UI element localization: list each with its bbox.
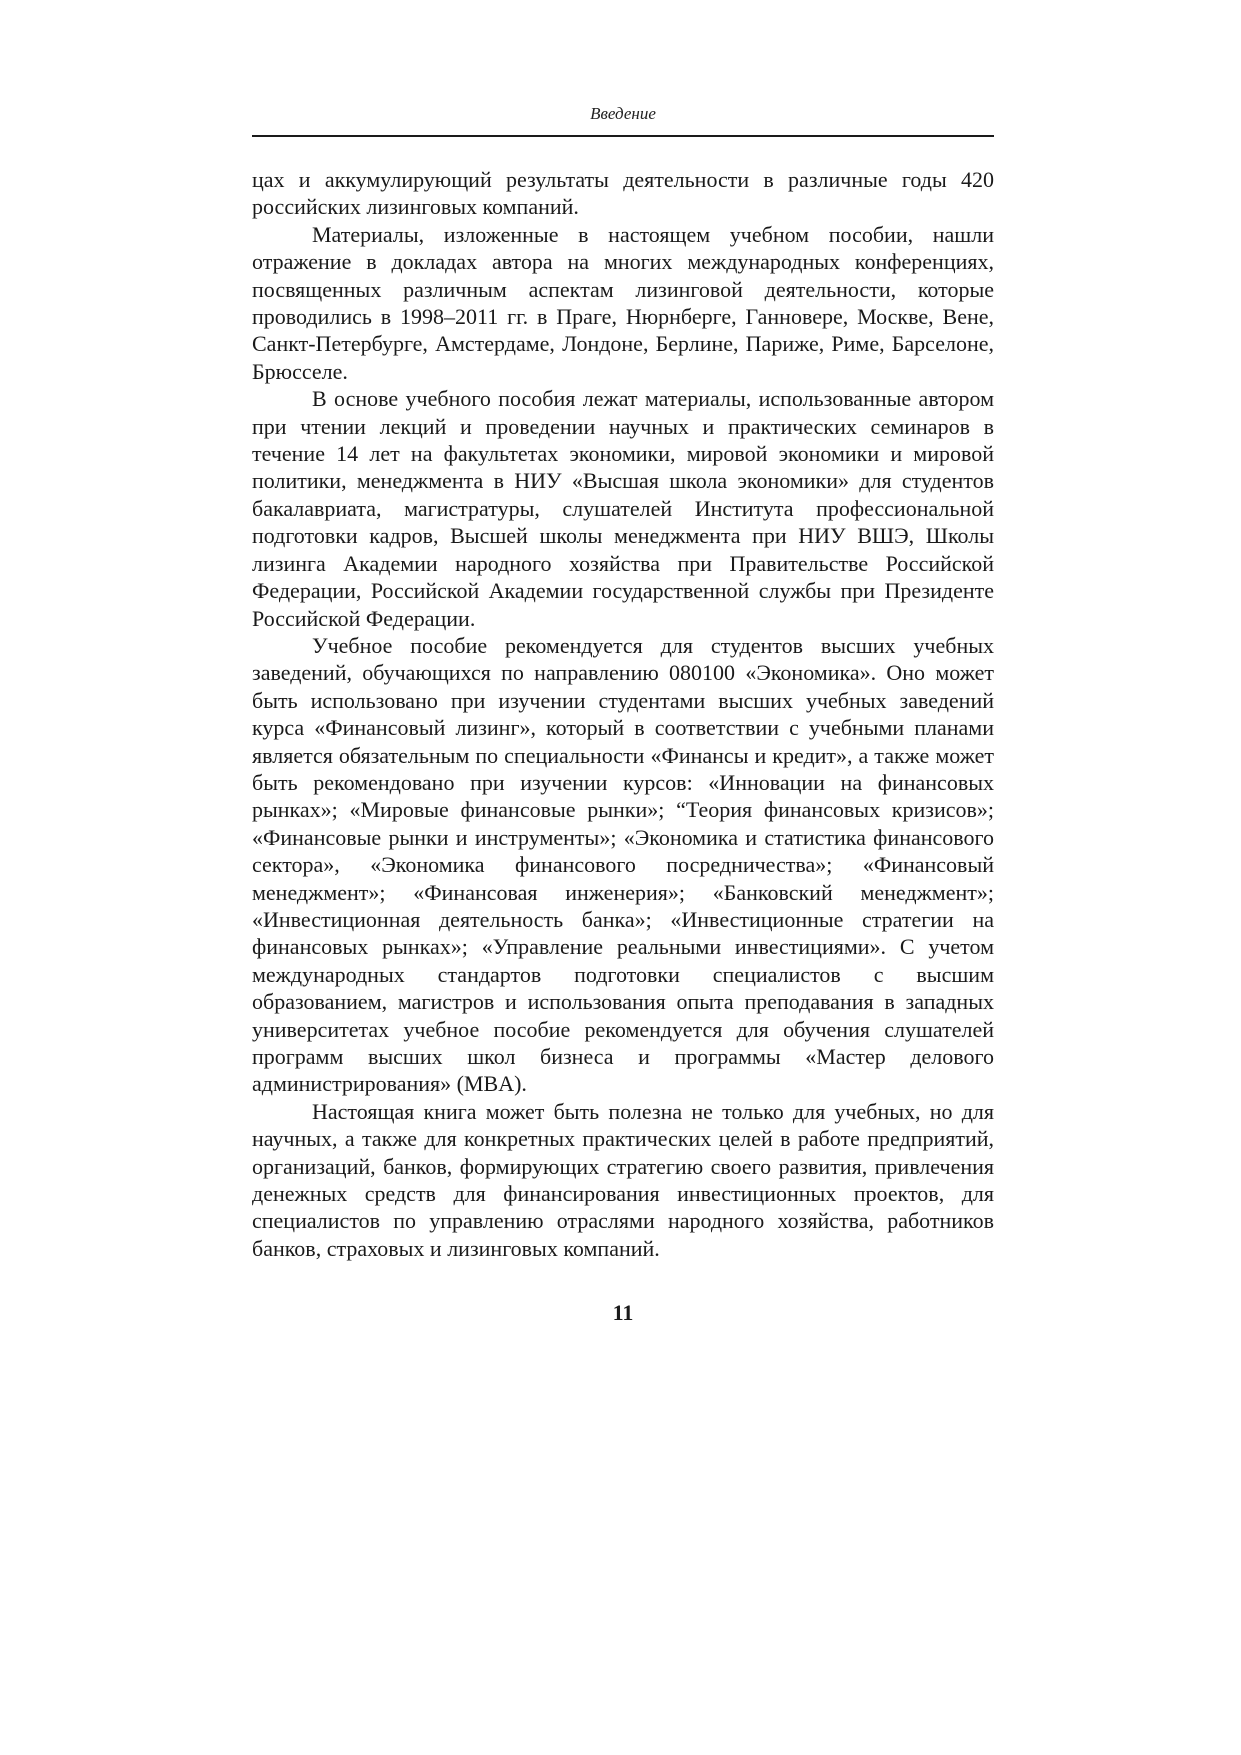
paragraph-recommendation: Учебное пособие рекомендуется для студентов высших учебных заведений, обучающихся по направлению 080100 «Экономика». Оно может быть использовано при изучении студентами высших учебных заведений курса «Финансовый лизинг», который в соответствии с учебными планами является обязательным по специальности «Финансы и кредит», а также может быть рекомендовано при изучении курсов: «Инновации на финансовых рынках»; «Мировые финансовые рынки»; “Теория финансовых кризисов»; «Финансовые рынки и инструменты»; «Экономика и статистика финансового сектора», «Экономика финансового посредничества»; «Финансовый менеджмент»; «Финансовая инженерия»; «Банковский менеджмент»; «Инвестиционная деятельность банка»; «Инвестиционные стратегии на финансовых рынках»; «Управление реальными инвестициями». С учетом международных стандартов подготовки специалистов с высшим образованием, магистров и использования опыта преподавания в западных университетах учебное пособие рекомендуется для обучения слушателей программ высших школ бизнеса и программы «Мастер делового администрирования» (MBA). (252, 632, 994, 1097)
paragraph-materials-basis: В основе учебного пособия лежат материалы, использованные автором при чтении лекций и проведении научных и практических семинаров в течение 14 лет на факультетах экономики, мировой экономики и мировой политики, менеджмента в НИУ «Высшая школа экономики» для студентов бакалавриата, магистратуры, слушателей Института профессиональной подготовки кадров, Высшей школы менеджмента при НИУ ВШЭ, Школы лизинга Академии народного хозяйства при Правительстве Российской Федерации, Российской Академии государственной службы при Президенте Российской Федерации. (252, 386, 994, 631)
page-number: 11 (612, 1300, 634, 1325)
paragraph-conferences: Материалы, изложенные в настоящем учебном пособии, нашли отражение в докладах автора на многих международных конференциях, посвященных различным аспектам лизинговой деятельности, которые проводились в 1998–2011 гг. в Праге, Нюрнберге, Ганновере, Москве, Вене, Санкт-Петербурге, Амстердаме, Лондоне, Берлине, Париже, Риме, Барселоне, Брюсселе. (252, 221, 994, 384)
header-rule (252, 135, 994, 137)
paragraph-usefulness: Настоящая книга может быть полезна не только для учебных, но для научных, а также для конкретных практических целей в работе предприятий, организаций, банков, формирующих стратегию своего развития, привлечения денежных средств для финансирования инвестиционных проектов, для специалистов по управлению отраслями народного хозяйства, работников банков, страховых и лизинговых компаний. (252, 1098, 994, 1261)
paragraph-continuation: цах и аккумулирующий результаты деятельности в различные годы 420 российских лизинговых компаний. (252, 167, 994, 220)
running-head-title: Введение (590, 104, 656, 123)
body-text (252, 166, 994, 1262)
